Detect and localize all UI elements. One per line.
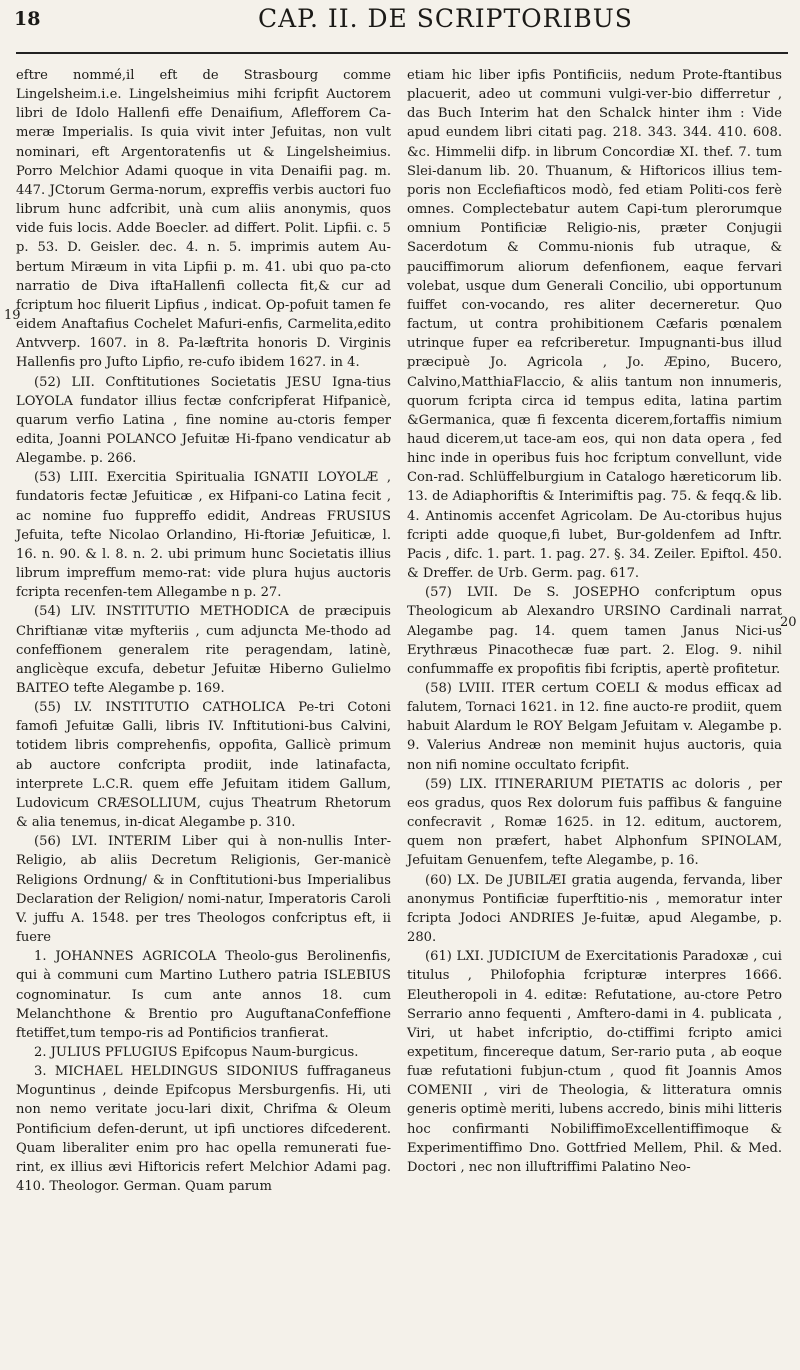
paragraph: (61) LXI. JUDICIUM de Exercitationis Paradoxæ , cui titulus , Philofophia fcripturæ interpres 1666. Eleutheropoli in 4. editæ: Refutatione, au-ctore Petro Serrario anno fequenti , Amftero-dami in 4. publicata , Viri, ut habet infcriptio, do-ctiffimi fcripto amici expetitum, fincereque datum, Ser-rario puta , ab eoque fuæ refutationi fubjun-ctum , quod fit Joannis Amos COMENII , viri de Theologia, & litteratura omnis generis optimè meriti, lubens accredo, binis mihi litteris hoc confirmanti NobiliffimoExcellentiffimoque & Experimentiffimo Dno. Gottfried Mellem, Phil. & Med. Doctori , nec non illuftriffimi Palatino Neo- xyxy=(407,949,782,1175)
list-item: 3. MICHAEL HELDINGUS SIDONIUS fuffraganeus Moguntinus , deinde Epifcopus Mersburgenfis. Hi, uti non nemo veritate jocu-lari dixit, Chrifma & Oleum Pontificium defen-derunt, ut ipfi unctiores difcederent. Quam liberaliter enim pro hac opella remunerati fue-rint, ex illius ævi Hiftoricis refert Melchior Adami pag. 410. Theologor. German. Quam parum xyxy=(16,1064,391,1195)
paragraph: (52) LII. Conftitutiones Societatis JESU Igna-tius LOYOLA fundator illius fectæ confcripferat Hifpanicè, quarum verfio Latina , fine nomine au-ctoris femper edita, Joanni POLANCO Jefuitæ Hi-fpano vendicatur ab Alegambe. p. 266. xyxy=(16,374,391,467)
paragraph: (55) LV. INSTITUTIO CATHOLICA Pe-tri Cotoni famofi Jefuitæ Galli, libris IV. Inftitutioni-bus Calvini, totidem libris comprehenfis, oppofita, Gallicè primum ab auctore confcripta prodiit, inde latinafacta, interprete L.C.R. quem effe Jefuitam itidem Gallum, Ludovicum CRÆSOLLIUM, cujus Theatrum Rhetorum & alia tenemus, in-dicat Alegambe p. 310. xyxy=(16,700,391,831)
margin-number-left: 19 xyxy=(4,308,21,323)
paragraph: (53) LIII. Exercitia Spiritualia IGNATII LOYOLÆ , fundatoris fectæ Jefuiticæ , ex Hifpani-co Latina fecit , ac nomine fuo fuppreffo edidit, Andreas FRUSIUS Jefuita, tefte Nicolao Orlandino, Hi-ftoriæ Jefuiticæ, l. 16. n. 90. & l. 8. n. 2. ubi primum hunc Societatis illius librum impreffum memo-rat: vide plura hujus auctoris fcripta recenfen-tem Allegambe n p. 27. xyxy=(16,470,391,601)
paragraph: (58) LVIII. ITER certum COELI & modus efficax ad falutem, Tornaci 1621. in 12. fine aucto-re prodiit, quem habuit Alardum le ROY Belgam Jefuitam v. Alegambe p. 9. Valerius Andreæ non meminit hujus auctoris, quia non nifi nomine occultato fcripfit. xyxy=(407,681,782,773)
paragraph: (57) LVII. De S. JOSEPHO confcriptum opus Theologicum ab Alexandro URSINO Cardinali narrat Alegambe pag. 14. quem tamen Janus Nici-us Erythræus Pinacothecæ fuæ part. 2. Elog. 9. nihil confummaffe ex propofitis fibi fcriptis, apertè profitetur. xyxy=(407,585,782,677)
left-column xyxy=(16,66,391,1196)
paragraph: eftre nommé,il eft de Strasbourg comme Lingelsheim.i.e. Lingelsheimius mihi fcripfit Auctorem libri de Idolo Hallenfi effe Denaifium, Aflefforem Ca-meræ Imperialis. Is quia vivit inter Jefuitas, non vult nominari, eft Argentoratenfis ut & Lingelsheimius. Porro Melchior Adami quoque in vita Denaifii pag. m. 447. JCtorum Germa-norum, expreffis verbis auctori fuo librum hunc adfcribit, unà cum aliis anonymis, quos vide fuis locis. Adde Boecler. ad differt. Polit. Lipfii. c. 5 p. 53. D. Geisler. dec. 4. n. 5. imprimis autem Au-bertum Miræum in vita Lipfii p. m. 41. ubi quo pa-cto narratio de Diva iftaHallenfi collecta fit,& cur ad fcriptum hoc filuerit Lipfius , indicat. Op-pofuit tamen fe eidem Anaftafius Cochelet Mafuri-enfis, Carmelita,edito Antvverp. 1607. in 8. Pa-læftrita honoris D. Virginis Hallenfis pro Jufto Lipfio, re-cufo ibidem 1627. in 4. xyxy=(16,68,391,371)
paragraph: (54) LIV. INSTITUTIO METHODICA de præcipuis Chriftianæ vitæ myfteriis , cum adjuncta Me-thodo ad confeffionem generalem rite peragendam, latinè, anglicèque excufa, debetur Jefuitæ Hiberno Gulielmo BAITEO tefte Alegambe p. 169. xyxy=(16,604,391,696)
header-rule xyxy=(16,52,788,54)
list-item: 2. JULIUS PFLUGIUS Epifcopus Naum-burgicus. xyxy=(34,1044,359,1060)
margin-number-right: 20 xyxy=(780,615,797,630)
paragraph: (56) LVI. INTERIM Liber qui à non-nullis Inter-Religio, ab aliis Decretum Religionis, Ger-manicè Religions Ordnung/ & in Conftitutioni-bus Imperialibus Declaration der Religion/ nomi-natur, Imperatoris Caroli V. juffu A. 1548. per tres Theologos confcriptus eft, ii fuere xyxy=(16,834,391,946)
paragraph: etiam hic liber ipfis Pontificiis, nedum Prote-ftantibus placuerit, adeo ut communi vulgi-ver-bio differretur , das Buch Interim hat den Schalck hinter ihm : Vide apud eundem libri citati pag. 218. 343. 344. 410. 608. &c. Himmelii difp. in librum Concordiæ XI. thef. 7. tum Slei-danum lib. 20. Thuanum, & Hiftoricos illius tem-poris non Ecclefiafticos modò, fed etiam Politi-cos ferè omnes. Complectebatur autem Capi-tum plerorumque omnium Pontificiæ Religio-nis, præter Conjugii Sacerdotum & Commu-nionis fub utraque, & pauciffimorum aliorum defenfionem, eaque fervari volebat, usque dum Generali Concilio, ubi opportunum fuiffet con-vocando, res aliter decerneretur. Quo factum, ut contra prohibitionem Cæfaris pœnalem utrinque fuper ea refcriberetur. Impugnanti-bus illud præcipuè Jo. Agricola , Jo. Æpino, Bucero, Calvino,MatthiaFlaccio, & aliis tantum non innumeris, quorum fcripta circa id tempus edita, latina partim &Germanica, quæ fi fexcenta dicerem,fortaffis nimium haud dicerem,ut tace-am eos, qui non data opera , fed hinc inde in operibus fuis hoc fcriptum convellunt, vide Con-rad. Schlüffelburgium in Catalogo hæreticorum lib. 13. de Adiaphoriftis & Interimiftis pag. 75. & feqq.& lib. 4. Antinomis accenfet Agricolam. De Au-ctoribus hujus fcripti adde quoque,fi lubet, Bur-goldenfem ad Inftr. Pacis , difc. 1. part. 1. pag. 27. §. 34. Zeiler. Epiftol. 450. & Dreffer. de Urb. Germ. pag. 617. xyxy=(407,68,782,582)
right-column xyxy=(407,66,782,1177)
list-item: 1. JOHANNES AGRICOLA Theolo-gus Berolinenfis, qui à communi cum Martino Luthero patria ISLEBIUS cognominatur. Is cum ante annos 18. cum Melanchthone & Brentio pro AuguftanaConfeffione ftetiffet,tum tempo-ris ad Pontificios tranfierat. xyxy=(16,949,391,1041)
paragraph: (60) LX. De JUBILÆI gratia augenda, fervanda, liber anonymus Pontificiæ fuperftitio-nis , memoratur inter fcripta Jodoci ANDRIES Je-fuitæ, apud Alegambe, p. 280. xyxy=(407,872,782,946)
running-title: CAP. II. DE SCRIPTORIBUS xyxy=(258,4,633,33)
page-number: 18 xyxy=(14,8,41,30)
paragraph: (59) LIX. ITINERARIUM PIETATIS ac doloris , per eos gradus, quos Rex dolorum fuis paffibus & fanguine confecravit , Romæ 1625. in 12. editum, auctorem, quem non præfert, habet Alphonfum SPINOLAM, Jefuitam Genuenfem, tefte Alegambe, p. 16. xyxy=(407,776,782,869)
